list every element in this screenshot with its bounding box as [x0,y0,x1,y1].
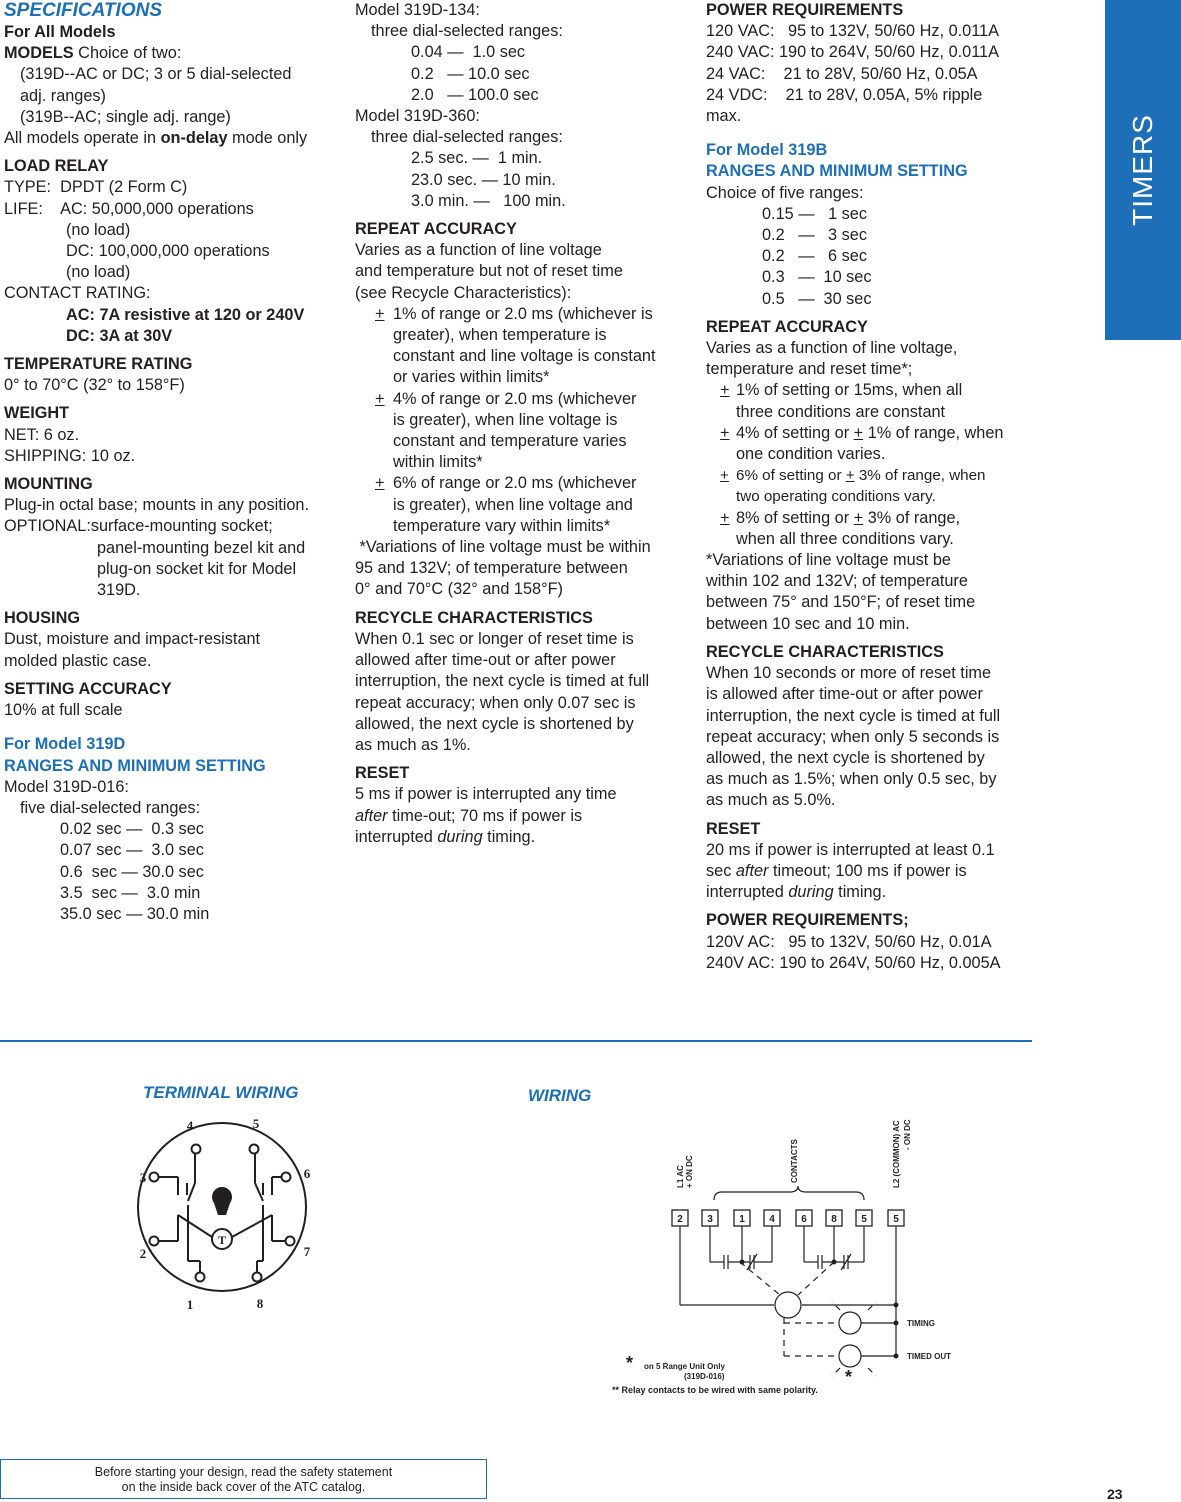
plus-minus: + [375,304,385,323]
contact-rating-ac: AC: 7A resistive at 120 or 240V [66,305,305,324]
pin-3 [150,1173,159,1182]
housing-line: Dust, moisture and impact-resistant [4,630,261,649]
text: two operating conditions vary. [736,488,936,506]
model-319d-title: For Model 319D [4,735,126,754]
setting-accuracy-value: 10% at full scale [4,701,123,720]
italic-text: after [735,861,769,880]
range-item: 3.0 min. — 100 min. [411,191,566,210]
star-marker: * [845,1367,853,1387]
life-line: (no load) [66,263,131,282]
recycle-line: When 0.1 sec or longer of reset time is [355,629,634,648]
page-number: 23 [1107,1486,1123,1502]
footnote-line: 0° and 70°C (32° and 158°F) [355,580,563,599]
pin-1 [196,1273,205,1282]
terminal-label: 8 [831,1214,837,1225]
power-heading: POWER REQUIREMENTS [706,1,904,19]
text: timing. [482,827,536,846]
plus-minus: + [720,467,729,485]
text: sec [706,861,736,880]
models-option: (319B--AC; single adj. range) [20,107,231,126]
text: 8% of setting or [736,508,854,527]
range-item: 0.15 — 1 sec [762,204,867,223]
terminal-wiring-title: TERMINAL WIRING [143,1083,299,1102]
key-icon [212,1187,232,1215]
terminal-wiring-diagram [120,1105,330,1315]
text: interrupted [355,827,438,846]
accuracy-bullet [706,380,1046,422]
recycle-line: allowed, the next cycle is shortened by [706,748,985,767]
repeat-accuracy-heading: REPEAT ACCURACY [355,220,517,239]
reset-heading: RESET [706,819,761,838]
repeat-line: (see Recycle Characteristics): [355,283,572,302]
section-tab-label: TIMERS [1127,114,1158,226]
footnote-line: within 102 and 132V; of temperature [706,572,968,591]
footer-line: Before starting your design, read the safety statement [94,1465,393,1479]
italic-text: during [788,883,834,902]
pin-label-5: 5 [252,1116,260,1131]
recycle-line: interruption, the next cycle is timed at full [706,706,1001,725]
text: temperature vary within limits* [393,516,611,535]
range-item: 0.02 sec — 0.3 sec [60,820,204,839]
footnote-line: *Variations of line voltage must be within [355,538,651,557]
terminal-label: 4 [769,1214,775,1225]
text: 3% of range, when [858,467,986,485]
accuracy-bullet [706,508,1046,550]
safety-footer [0,1459,487,1499]
reset-line [355,827,685,848]
text: 6% of range or 2.0 ms (whichever [393,474,637,493]
text: 1% of setting or 15ms, when all [736,381,963,400]
terminal-label: 6 [801,1214,807,1225]
models-line [4,43,334,64]
text: timeout; 100 ms if power is [768,861,967,880]
housing-line: molded plastic case. [4,651,152,670]
optional-line: plug-on socket kit for Model [97,559,297,578]
text: 1% of range, when [867,423,1004,442]
pin-2 [150,1237,159,1246]
optional-line: panel-mounting bezel kit and [97,538,306,557]
plus-minus: + [720,423,730,442]
l1-label: L1 AC [676,1165,685,1188]
footnote-line: *Variations of line voltage must be [706,551,951,570]
contacts-brace [714,1186,864,1200]
pin-label-1: 1 [186,1297,194,1312]
setting-accuracy-heading: SETTING ACCURACY [4,679,172,698]
wiring-title: WIRING [528,1086,592,1105]
plus-minus: + [853,508,864,527]
power-line: 240V AC: 190 to 264V, 50/60 Hz, 0.005A [706,953,1001,972]
range-item: 35.0 sec — 30.0 min [60,904,210,923]
footnote-line: between 75° and 150°F; of reset time [706,593,976,612]
life-line: (no load) [66,220,131,239]
plus-minus: + [375,389,385,408]
accuracy-bullet [706,423,1046,465]
for-all-models-heading: For All Models [4,23,116,41]
life-line: DC: 100,000,000 operations [66,242,270,261]
ranges-title: RANGES AND MINIMUM SETTING [706,162,968,181]
range-item: 2.0 — 100.0 sec [411,85,539,104]
pin-6 [282,1173,291,1182]
recycle-line: as much as 1.5%; when only 0.5 sec, by [706,770,997,789]
housing-heading: HOUSING [4,609,80,628]
timer-label: T [217,1233,227,1247]
power-line: max. [706,107,742,126]
terminal-label: 2 [677,1214,683,1225]
terminal-label: 5 [893,1214,899,1225]
models-option: adj. ranges) [20,86,106,105]
pin-label-7: 7 [303,1244,311,1259]
italic-text: during [437,827,483,846]
text: three conditions are constant [736,402,946,421]
plus-minus: + [853,423,864,442]
plus-minus: + [720,508,730,527]
reset-line [706,861,1046,882]
accuracy-bullet [355,304,685,389]
footnote-line: 95 and 132V; of temperature between [355,559,628,578]
recycle-line: When 10 seconds or more of reset time [706,664,992,683]
repeat-line: temperature and reset time*; [706,360,913,379]
on-delay-bold: on-delay [160,129,228,148]
power-line: 240 VAC: 190 to 264V, 50/60 Hz, 0.011A [706,43,999,62]
text: 4% of setting or [736,423,854,442]
range-item: 0.3 — 10 sec [762,268,872,287]
l1-dc-label: + ON DC [685,1155,694,1188]
power-line: 120 VAC: 95 to 132V, 50/60 Hz, 0.011A [706,22,999,41]
l2-label: L2 (COMMON) AC [892,1120,901,1188]
wiring-note-1b: (319D-016) [684,1372,725,1381]
wiring-note-1: on 5 Range Unit Only [644,1362,725,1371]
recycle-heading: RECYCLE CHARACTERISTICS [355,608,593,627]
models-value: Choice of two: [73,44,182,63]
terminal-label: 1 [739,1214,745,1225]
column-3 [706,0,1046,974]
pin-label-4: 4 [186,1118,194,1133]
accuracy-bullet [706,465,1046,507]
on-delay-line [4,128,334,149]
power-heading: POWER REQUIREMENTS; [706,911,909,930]
text: constant and temperature varies [393,432,627,451]
plus-minus: + [720,381,730,400]
range-item: 0.07 sec — 3.0 sec [60,841,204,860]
range-item: 3.5 sec — 3.0 min [60,883,201,902]
recycle-line: repeat accuracy; when only 5 seconds is [706,727,1000,746]
text: 6% of setting or [736,467,846,485]
models-label: MODELS [4,44,74,63]
text: All models operate in [4,129,161,148]
weight-heading: WEIGHT [4,404,70,423]
timed-out-lamp [839,1345,861,1367]
text: 4% of range or 2.0 ms (whichever [393,389,637,408]
text-line [736,423,1046,444]
repeat-line: Varies as a function of line voltage [355,241,602,260]
text: interrupted [706,883,789,902]
pin-label-8: 8 [256,1296,264,1311]
mounting-value: Plug-in octal base; mounts in any position. [4,496,309,515]
timed-out-label: TIMED OUT [907,1352,951,1361]
repeat-accuracy-heading: REPEAT ACCURACY [706,317,868,336]
power-line: 24 VDC: 21 to 28V, 0.05A, 5% ripple [706,85,983,104]
range-item: 0.2 — 3 sec [762,226,867,245]
recycle-line: as much as 1%. [355,735,471,754]
text: greater), when temperature is [393,326,607,345]
pin-label-2: 2 [139,1246,147,1261]
wiring-note-2: ** Relay contacts to be wired with same polarity. [612,1385,818,1395]
power-line: 24 VAC: 21 to 28V, 50/60 Hz, 0.05A [706,64,978,83]
recycle-line: repeat accuracy; when only 0.07 sec is [355,693,636,712]
choice-label: Choice of five ranges: [706,183,864,202]
timing-label: TIMING [907,1319,935,1328]
coil-circle [775,1292,801,1318]
plus-minus: + [375,474,385,493]
terminal-label: 5 [861,1214,867,1225]
text: one condition varies. [736,445,886,464]
wiring-diagram [600,1100,980,1400]
type-line: TYPE: DPDT (2 Form C) [4,178,188,197]
text-line [736,465,1046,486]
text: mode only [227,129,308,148]
reset-line: 5 ms if power is interrupted any time [355,785,617,804]
footnote-line: between 10 sec and 10 min. [706,614,910,633]
ranges-title: RANGES AND MINIMUM SETTING [4,756,266,775]
recycle-line: allowed, the next cycle is shortened by [355,714,634,733]
section-divider [0,1040,1032,1042]
pin-label-6: 6 [303,1166,311,1181]
pin-label-3: 3 [139,1170,147,1185]
model-134-sub: three dial-selected ranges: [371,22,563,41]
model-319b-title: For Model 319B [706,141,828,160]
column-2 [355,0,685,848]
recycle-line: allowed after time-out or after power [355,651,616,670]
recycle-line: as much as 5.0%. [706,791,836,810]
model-016-sub: five dial-selected ranges: [20,798,201,817]
text: time-out; 70 ms if power is [387,806,583,825]
model-134-label: Model 319D-134: [355,1,480,19]
footer-line: on the inside back cover of the ATC catalog. [121,1480,366,1494]
text-line [736,508,1046,529]
model-360-label: Model 319D-360: [355,107,480,126]
pin-4 [192,1145,201,1154]
weight-shipping: SHIPPING: 10 oz. [4,446,136,465]
text: constant and line voltage is constant [393,347,656,366]
temperature-heading: TEMPERATURE RATING [4,355,193,374]
specifications-title: SPECIFICATIONS [4,0,162,21]
mounting-heading: MOUNTING [4,475,93,494]
range-item: 0.5 — 30 sec [762,289,872,308]
repeat-line: Varies as a function of line voltage, [706,339,958,358]
text: 1% of range or 2.0 ms (whichever is [393,304,653,323]
range-item: 0.2 — 6 sec [762,247,867,266]
text: within limits* [393,453,483,472]
range-item: 0.04 — 1.0 sec [411,43,526,62]
column-1 [4,0,334,925]
life-line: LIFE: AC: 50,000,000 operations [4,199,254,218]
model-016-label: Model 319D-016: [4,777,129,796]
l2-dc-label: - ON DC [903,1119,912,1150]
repeat-line: and temperature but not of reset time [355,262,623,281]
range-item: 0.6 sec — 30.0 sec [60,862,204,881]
recycle-line: is allowed after time-out or after power [706,685,983,704]
recycle-heading: RECYCLE CHARACTERISTICS [706,642,944,661]
pin-5 [250,1145,259,1154]
power-line: 120V AC: 95 to 132V, 50/60 Hz, 0.01A [706,932,992,951]
weight-net: NET: 6 oz. [4,425,80,444]
italic-text: after [355,806,388,825]
reset-line [355,806,685,827]
accuracy-bullet [355,473,685,537]
terminal-label: 3 [707,1214,713,1225]
range-item: 0.2 — 10.0 sec [411,64,530,83]
models-option: (319D--AC or DC; 3 or 5 dial-selected [20,65,292,84]
temperature-value: 0° to 70°C (32° to 158°F) [4,376,185,395]
model-360-sub: three dial-selected ranges: [371,128,563,147]
text: timing. [833,883,887,902]
section-tab [1105,0,1181,340]
optional-line: 319D. [97,581,141,600]
contact-rating-dc: DC: 3A at 30V [66,326,173,345]
text: when all three conditions vary. [736,529,954,548]
load-relay-heading: LOAD RELAY [4,157,109,176]
reset-line: 20 ms if power is interrupted at least 0.1 [706,840,995,859]
star-marker: * [626,1353,634,1373]
recycle-line: interruption, the next cycle is timed at full [355,672,650,691]
text: or varies within limits* [393,368,550,387]
contacts-label: CONTACTS [790,1139,799,1183]
timing-lamp [839,1312,861,1334]
range-item: 23.0 sec. — 10 min. [411,170,556,189]
reset-heading: RESET [355,764,410,783]
accuracy-bullet [355,389,685,474]
text: is greater), when line voltage and [393,495,633,514]
optional-line: OPTIONAL:surface-mounting socket; [4,517,273,536]
contact-rating-label: CONTACT RATING: [4,284,151,303]
text: 3% of range, [867,508,961,527]
pin-8 [253,1273,262,1282]
reset-line [706,882,1046,903]
text: is greater), when line voltage is [393,410,618,429]
pin-7 [286,1237,295,1246]
plus-minus: + [845,467,855,485]
range-item: 2.5 sec. — 1 min. [411,149,543,168]
